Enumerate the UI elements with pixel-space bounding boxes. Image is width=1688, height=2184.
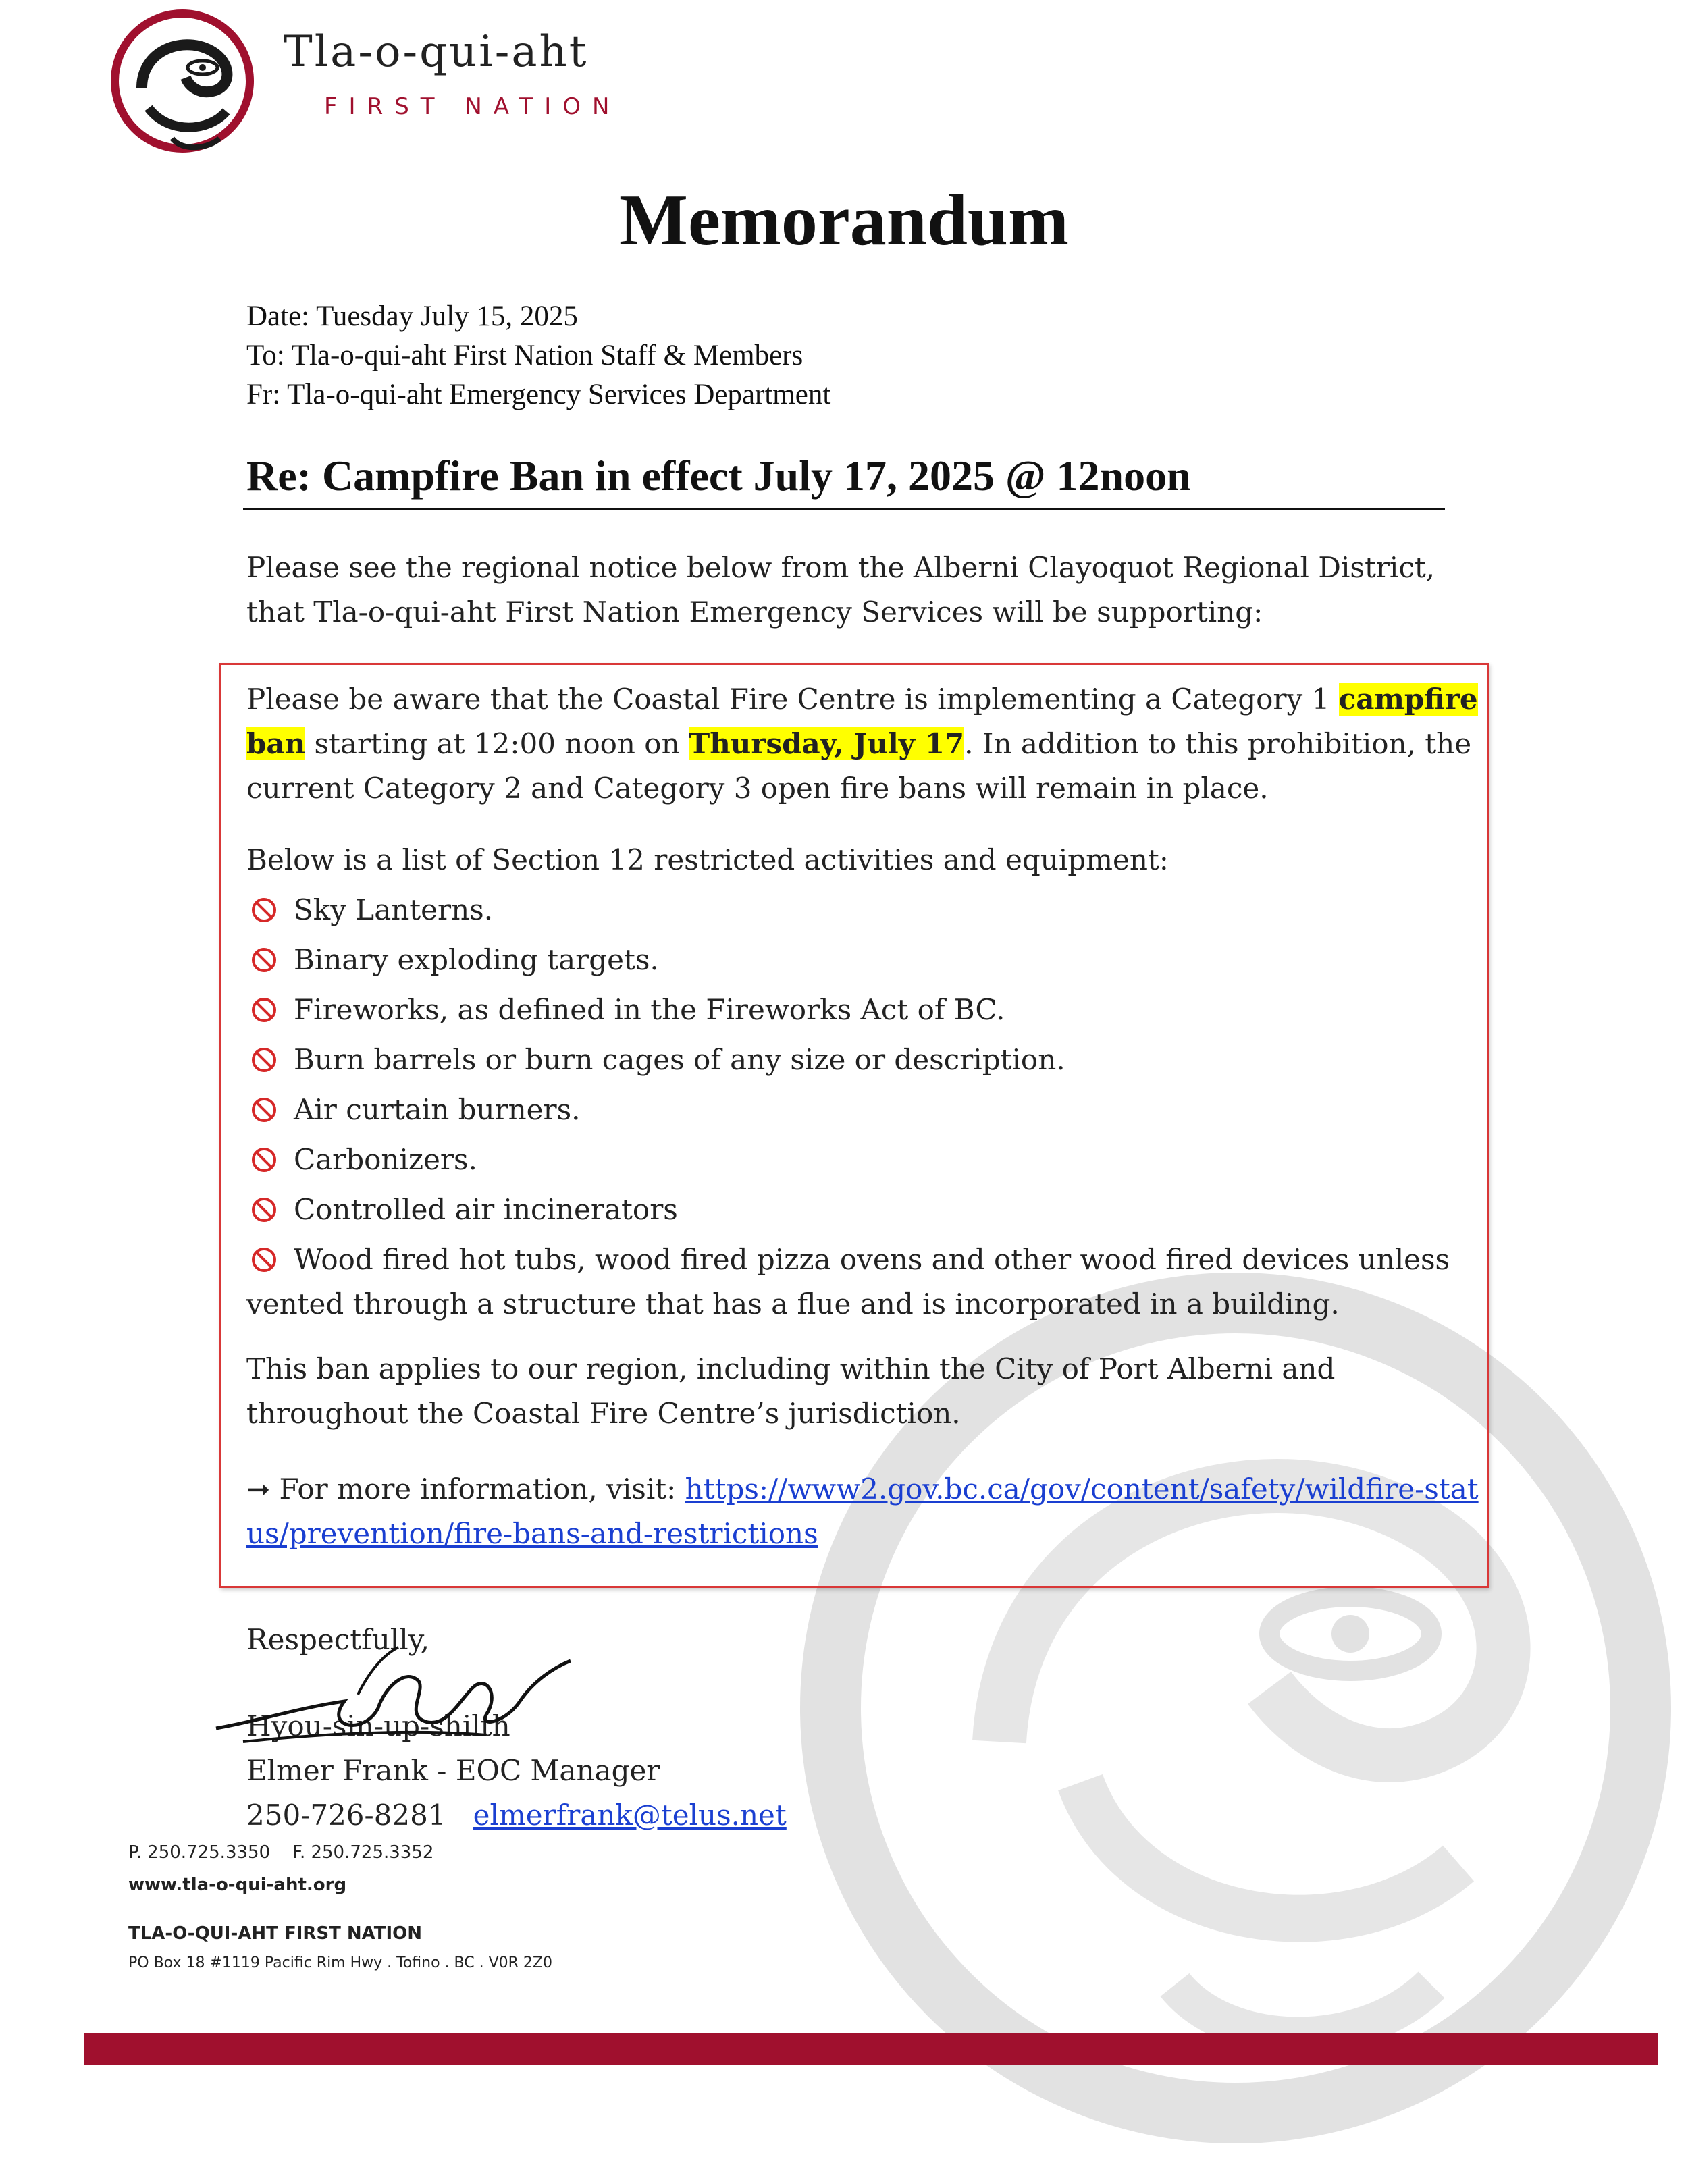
restricted-list — [246, 888, 1482, 1327]
footer-address-block — [128, 1919, 552, 1978]
list-item — [246, 1138, 1482, 1182]
list-item-text: Carbonizers. — [294, 1143, 477, 1176]
notice-paragraph-1 — [246, 677, 1482, 811]
memo-date: Date: Tuesday July 15, 2025 — [246, 300, 578, 332]
memo-subject: Re: Campfire Ban in effect July 17, 2025 @ 12noon — [246, 452, 1191, 500]
memo-from: Fr: Tla-o-qui-aht Emergency Services Department — [246, 379, 831, 410]
footer-phone-fax: P. 250.725.3350 F. 250.725.3352 — [128, 1842, 434, 1863]
region-paragraph: This ban applies to our region, including within the City of Port Alberni and throughout the Coastal Fire Centre’s jurisdiction. — [246, 1352, 1336, 1430]
page-title: Memorandum — [619, 180, 1069, 261]
notice-content — [246, 677, 1482, 1556]
list-intro: Below is a list of Section 12 restricted activities and equipment: — [246, 843, 1169, 876]
prohibited-icon — [250, 1096, 278, 1123]
salutation: Respectfully, — [246, 1623, 430, 1656]
signer-email-link[interactable]: elmerfrank@telus.net — [473, 1799, 787, 1832]
subject-divider — [243, 508, 1445, 510]
footer-bar — [84, 2033, 1658, 2065]
list-item-text: Wood fired hot tubs, wood fired pizza ovens and other wood fired devices unless vented through a structure that has a flue and is incorporated in a building. — [246, 1243, 1450, 1321]
prohibited-icon — [250, 1246, 278, 1273]
list-item — [246, 938, 1482, 982]
tla-o-qui-aht-logo — [108, 7, 257, 155]
more-info-link[interactable]: https://www2.gov.bc.ca/gov/content/safety/wildfire-status/prevention/fire-bans-and-restrictions — [246, 1472, 1479, 1550]
arrow-icon: ➞ — [246, 1472, 271, 1506]
memo-header — [246, 297, 830, 415]
notice-text: Please be aware that the Coastal Fire Centre is implementing a Category 1 — [246, 683, 1339, 716]
footer-org-name: TLA-O-QUI-AHT FIRST NATION — [128, 1923, 423, 1944]
footer-contact — [128, 1836, 433, 1901]
brand-subtitle: FIRST NATION — [324, 93, 621, 120]
list-item-text: Sky Lanterns. — [294, 893, 494, 926]
list-item-text: Binary exploding targets. — [294, 943, 659, 976]
list-item-text: Controlled air incinerators — [294, 1193, 678, 1226]
prohibited-icon — [250, 996, 278, 1023]
list-item-text: Air curtain burners. — [294, 1093, 581, 1126]
list-item — [246, 888, 1482, 932]
highlight-date: Thursday, July 17 — [689, 727, 965, 760]
more-info-label: For more information, visit: — [270, 1472, 685, 1506]
memo-to: To: Tla-o-qui-aht First Nation Staff & Members — [246, 340, 803, 371]
highlight-campfire-ban: campfire ban — [246, 683, 1478, 760]
list-item — [246, 1088, 1482, 1132]
list-item — [246, 1237, 1482, 1327]
prohibited-icon — [250, 947, 278, 974]
footer-address: PO Box 18 #1119 Pacific Rim Hwy . Tofino . BC . V0R 2Z0 — [128, 1954, 552, 1971]
prohibited-icon — [250, 1046, 278, 1073]
prohibited-icon — [250, 897, 278, 924]
handwritten-signature — [203, 1627, 581, 1762]
footer-website: www.tla-o-qui-aht.org — [128, 1875, 347, 1895]
list-item-text: Burn barrels or burn cages of any size or description. — [294, 1043, 1065, 1076]
list-item-text: Fireworks, as defined in the Fireworks Act of BC. — [294, 993, 1005, 1026]
more-info — [246, 1467, 1482, 1556]
signer-phone: 250-726-8281 — [246, 1799, 446, 1832]
signer-native-name: Hyou-sin-up-shilth — [246, 1709, 510, 1742]
signer-contact — [246, 1793, 787, 1838]
prohibited-icon — [250, 1146, 278, 1173]
notice-text: . In addition to this prohibition, the current Category 2 and Category 3 open fire bans will remain in place. — [246, 727, 1472, 805]
list-item — [246, 1038, 1482, 1082]
memo-intro: Please see the regional notice below from the Alberni Clayoquot Regional District, that Tla-o-qui-aht First Nation Emergency Services will be supporting: — [246, 551, 1435, 629]
brand-name: Tla-o-qui-aht — [284, 27, 589, 77]
list-item — [246, 1188, 1482, 1232]
list-item — [246, 988, 1482, 1032]
prohibited-icon — [250, 1196, 278, 1223]
signer-title: Elmer Frank - EOC Manager — [246, 1754, 660, 1787]
notice-text: starting at 12:00 noon on — [305, 727, 689, 760]
